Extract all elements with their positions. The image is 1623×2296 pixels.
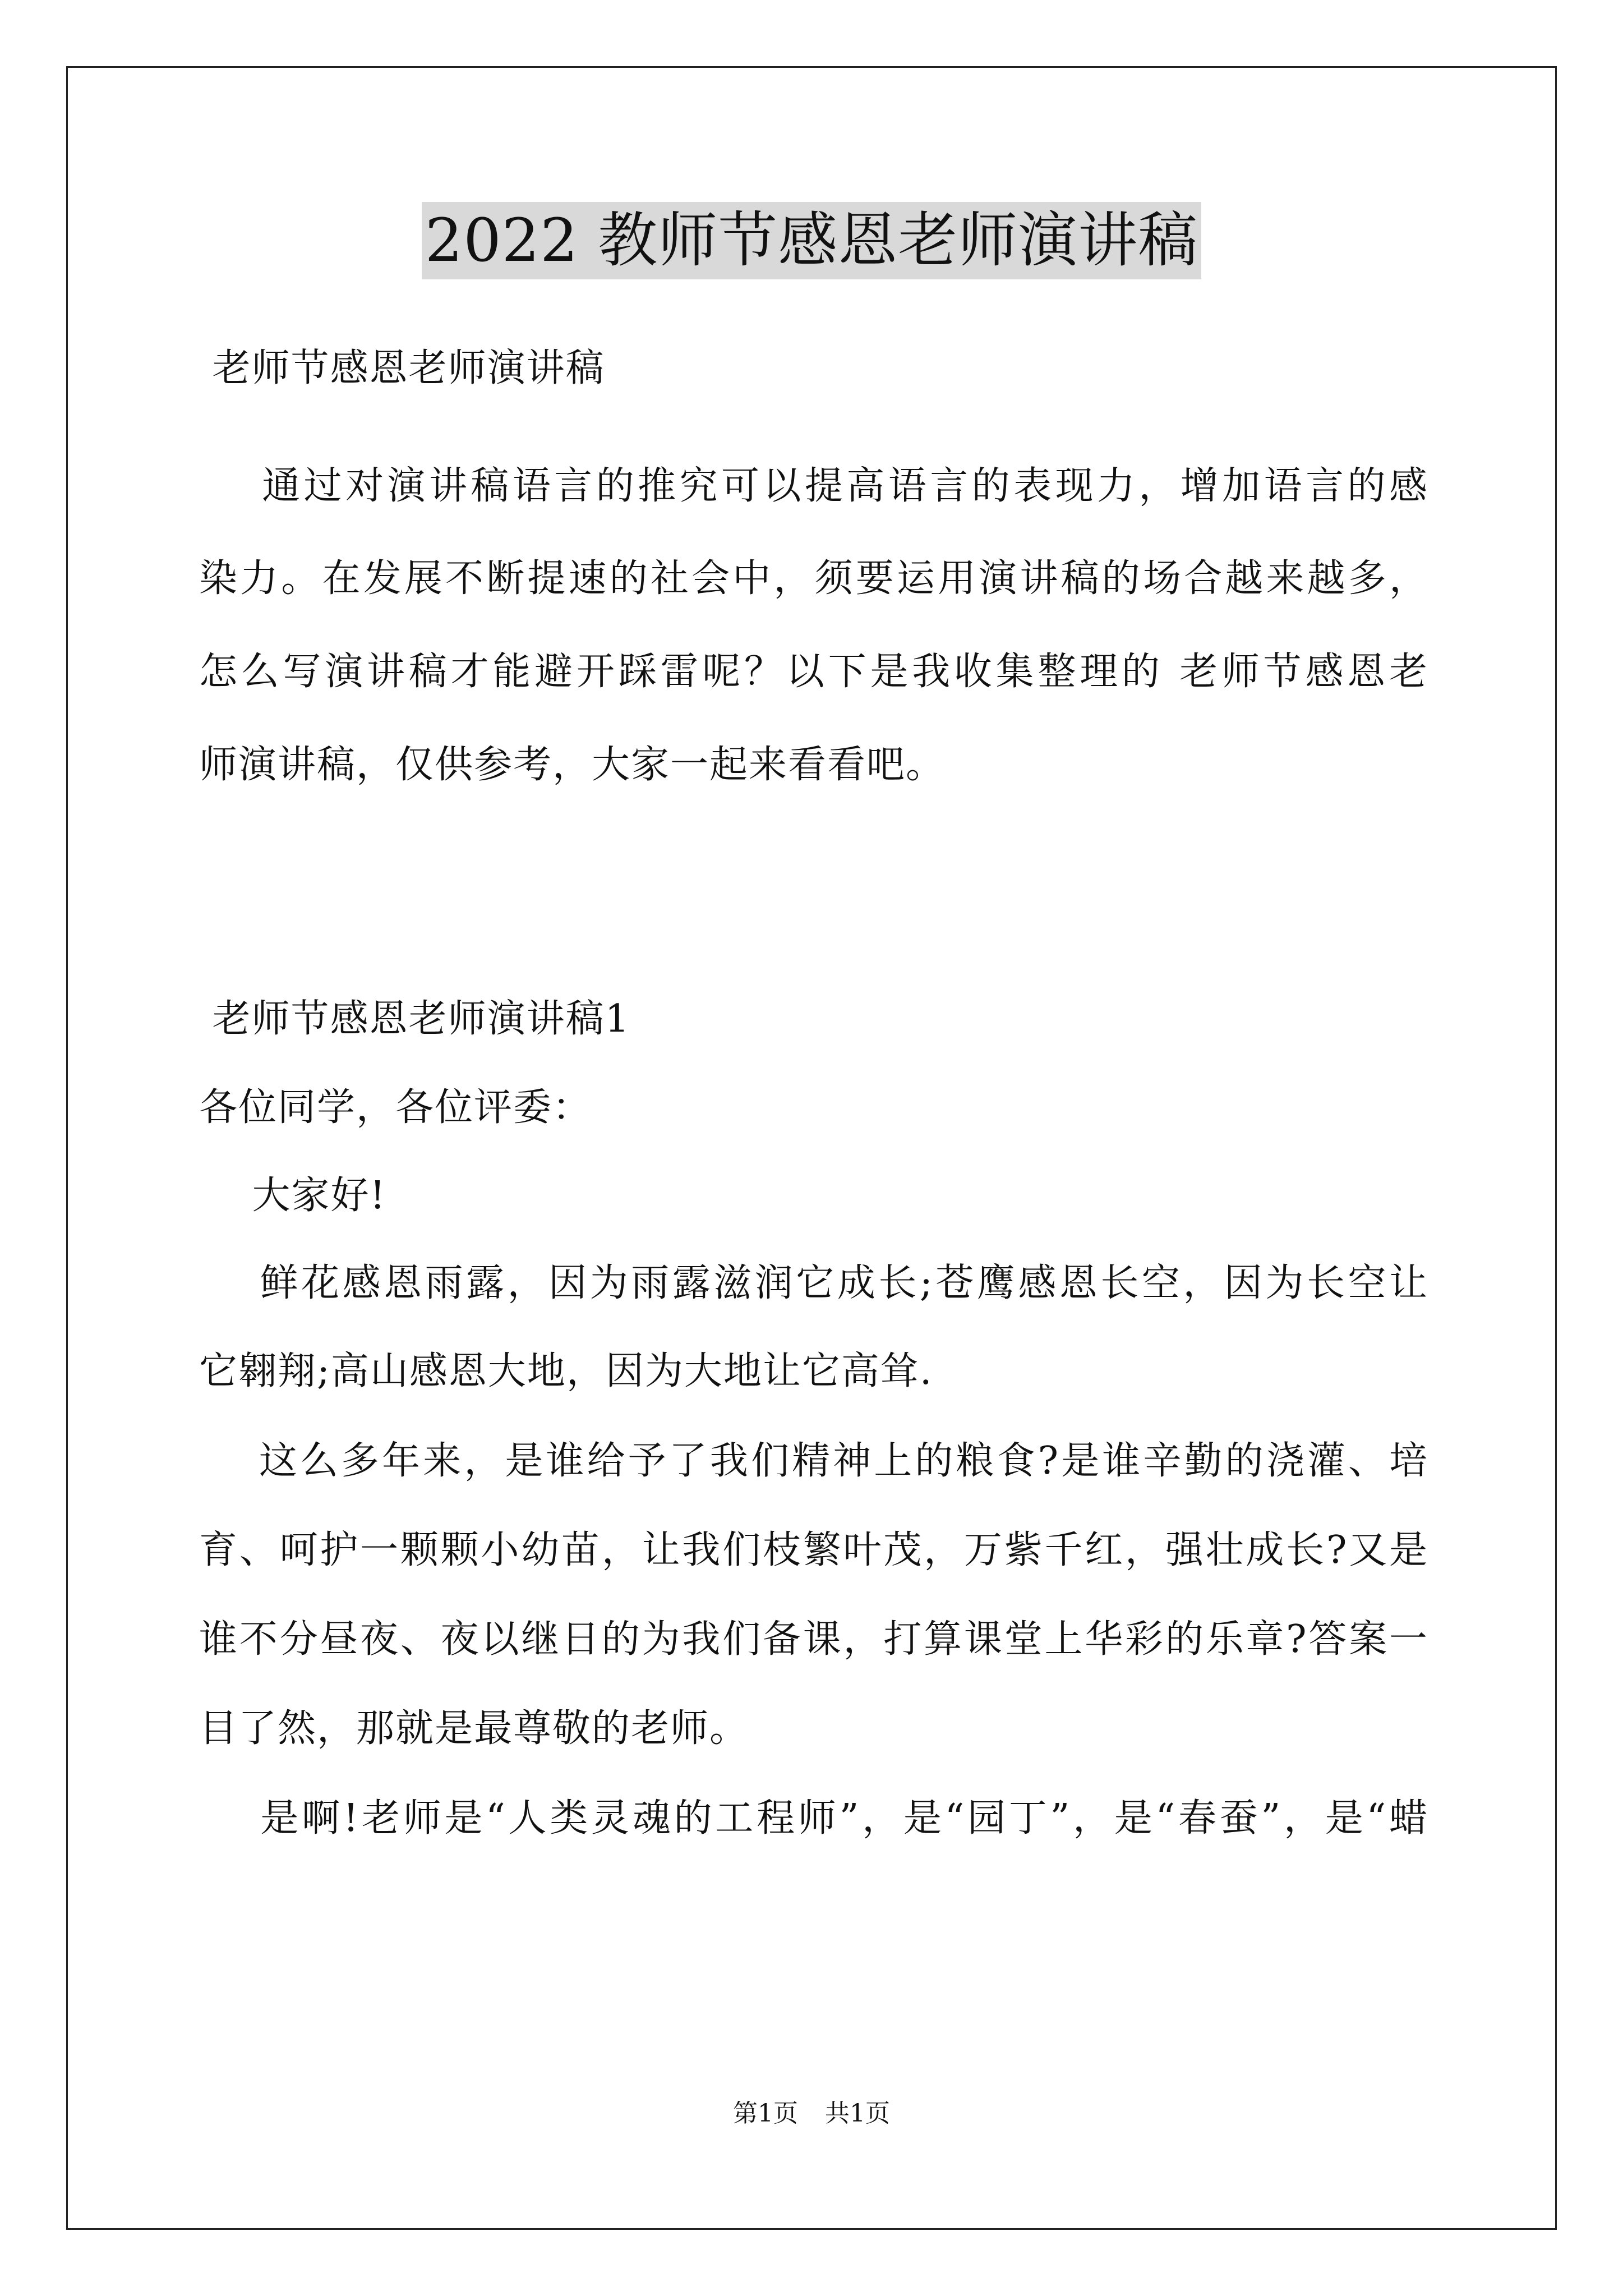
page-footer (0, 2097, 1623, 2131)
page-total: 共1页 (825, 2099, 890, 2128)
body-line-1: 鲜花感恩雨露，因为雨露滋润它成长;苍鹰感恩长空，因为长空让 (199, 1261, 1428, 1305)
intro-line-3: 怎么写演讲稿才能避开踩雷呢？以下是我收集整理的 老师节感恩老 (199, 650, 1428, 694)
greeting-line: 大家好! (199, 1174, 386, 1218)
body-line-6: 目了然，那就是最尊敬的老师。 (199, 1706, 749, 1751)
intro-line-1: 通过对演讲稿语言的推究可以提高语言的表现力，增加语言的感 (199, 464, 1428, 508)
section-heading: 老师节感恩老师演讲稿1 (199, 997, 630, 1041)
body-line-5: 谁不分昼夜、夜以继日的为我们备课，打算课堂上华彩的乐章?答案一 (199, 1617, 1428, 1662)
body-line-7: 是啊!老师是“人类灵魂的工程师”，是“园丁”，是“春蚕”，是“蜡 (199, 1796, 1428, 1841)
intro-line-2: 染力。在发展不断提速的社会中，须要运用演讲稿的场合越来越多， (199, 556, 1428, 601)
body-line-4: 育、呵护一颗颗小幼苗，让我们枝繁叶茂，万紫千红，强壮成长?又是 (199, 1528, 1428, 1572)
subtitle-line: 老师节感恩老师演讲稿 (199, 346, 605, 390)
body-line-2: 它翱翔;高山感恩大地，因为大地让它高耸. (199, 1349, 933, 1393)
title-wrapper (0, 202, 1623, 279)
intro-line-4: 师演讲稿，仅供参考，大家一起来看看吧。 (199, 743, 946, 787)
body-line-3: 这么多年来，是谁给予了我们精神上的粮食?是谁辛勤的浇灌、培 (199, 1439, 1428, 1483)
salutation-line: 各位同学，各位评委： (199, 1085, 592, 1130)
page-number: 第1页 (733, 2099, 798, 2128)
document-title: 2022 教师节感恩老师演讲稿 (422, 202, 1201, 279)
